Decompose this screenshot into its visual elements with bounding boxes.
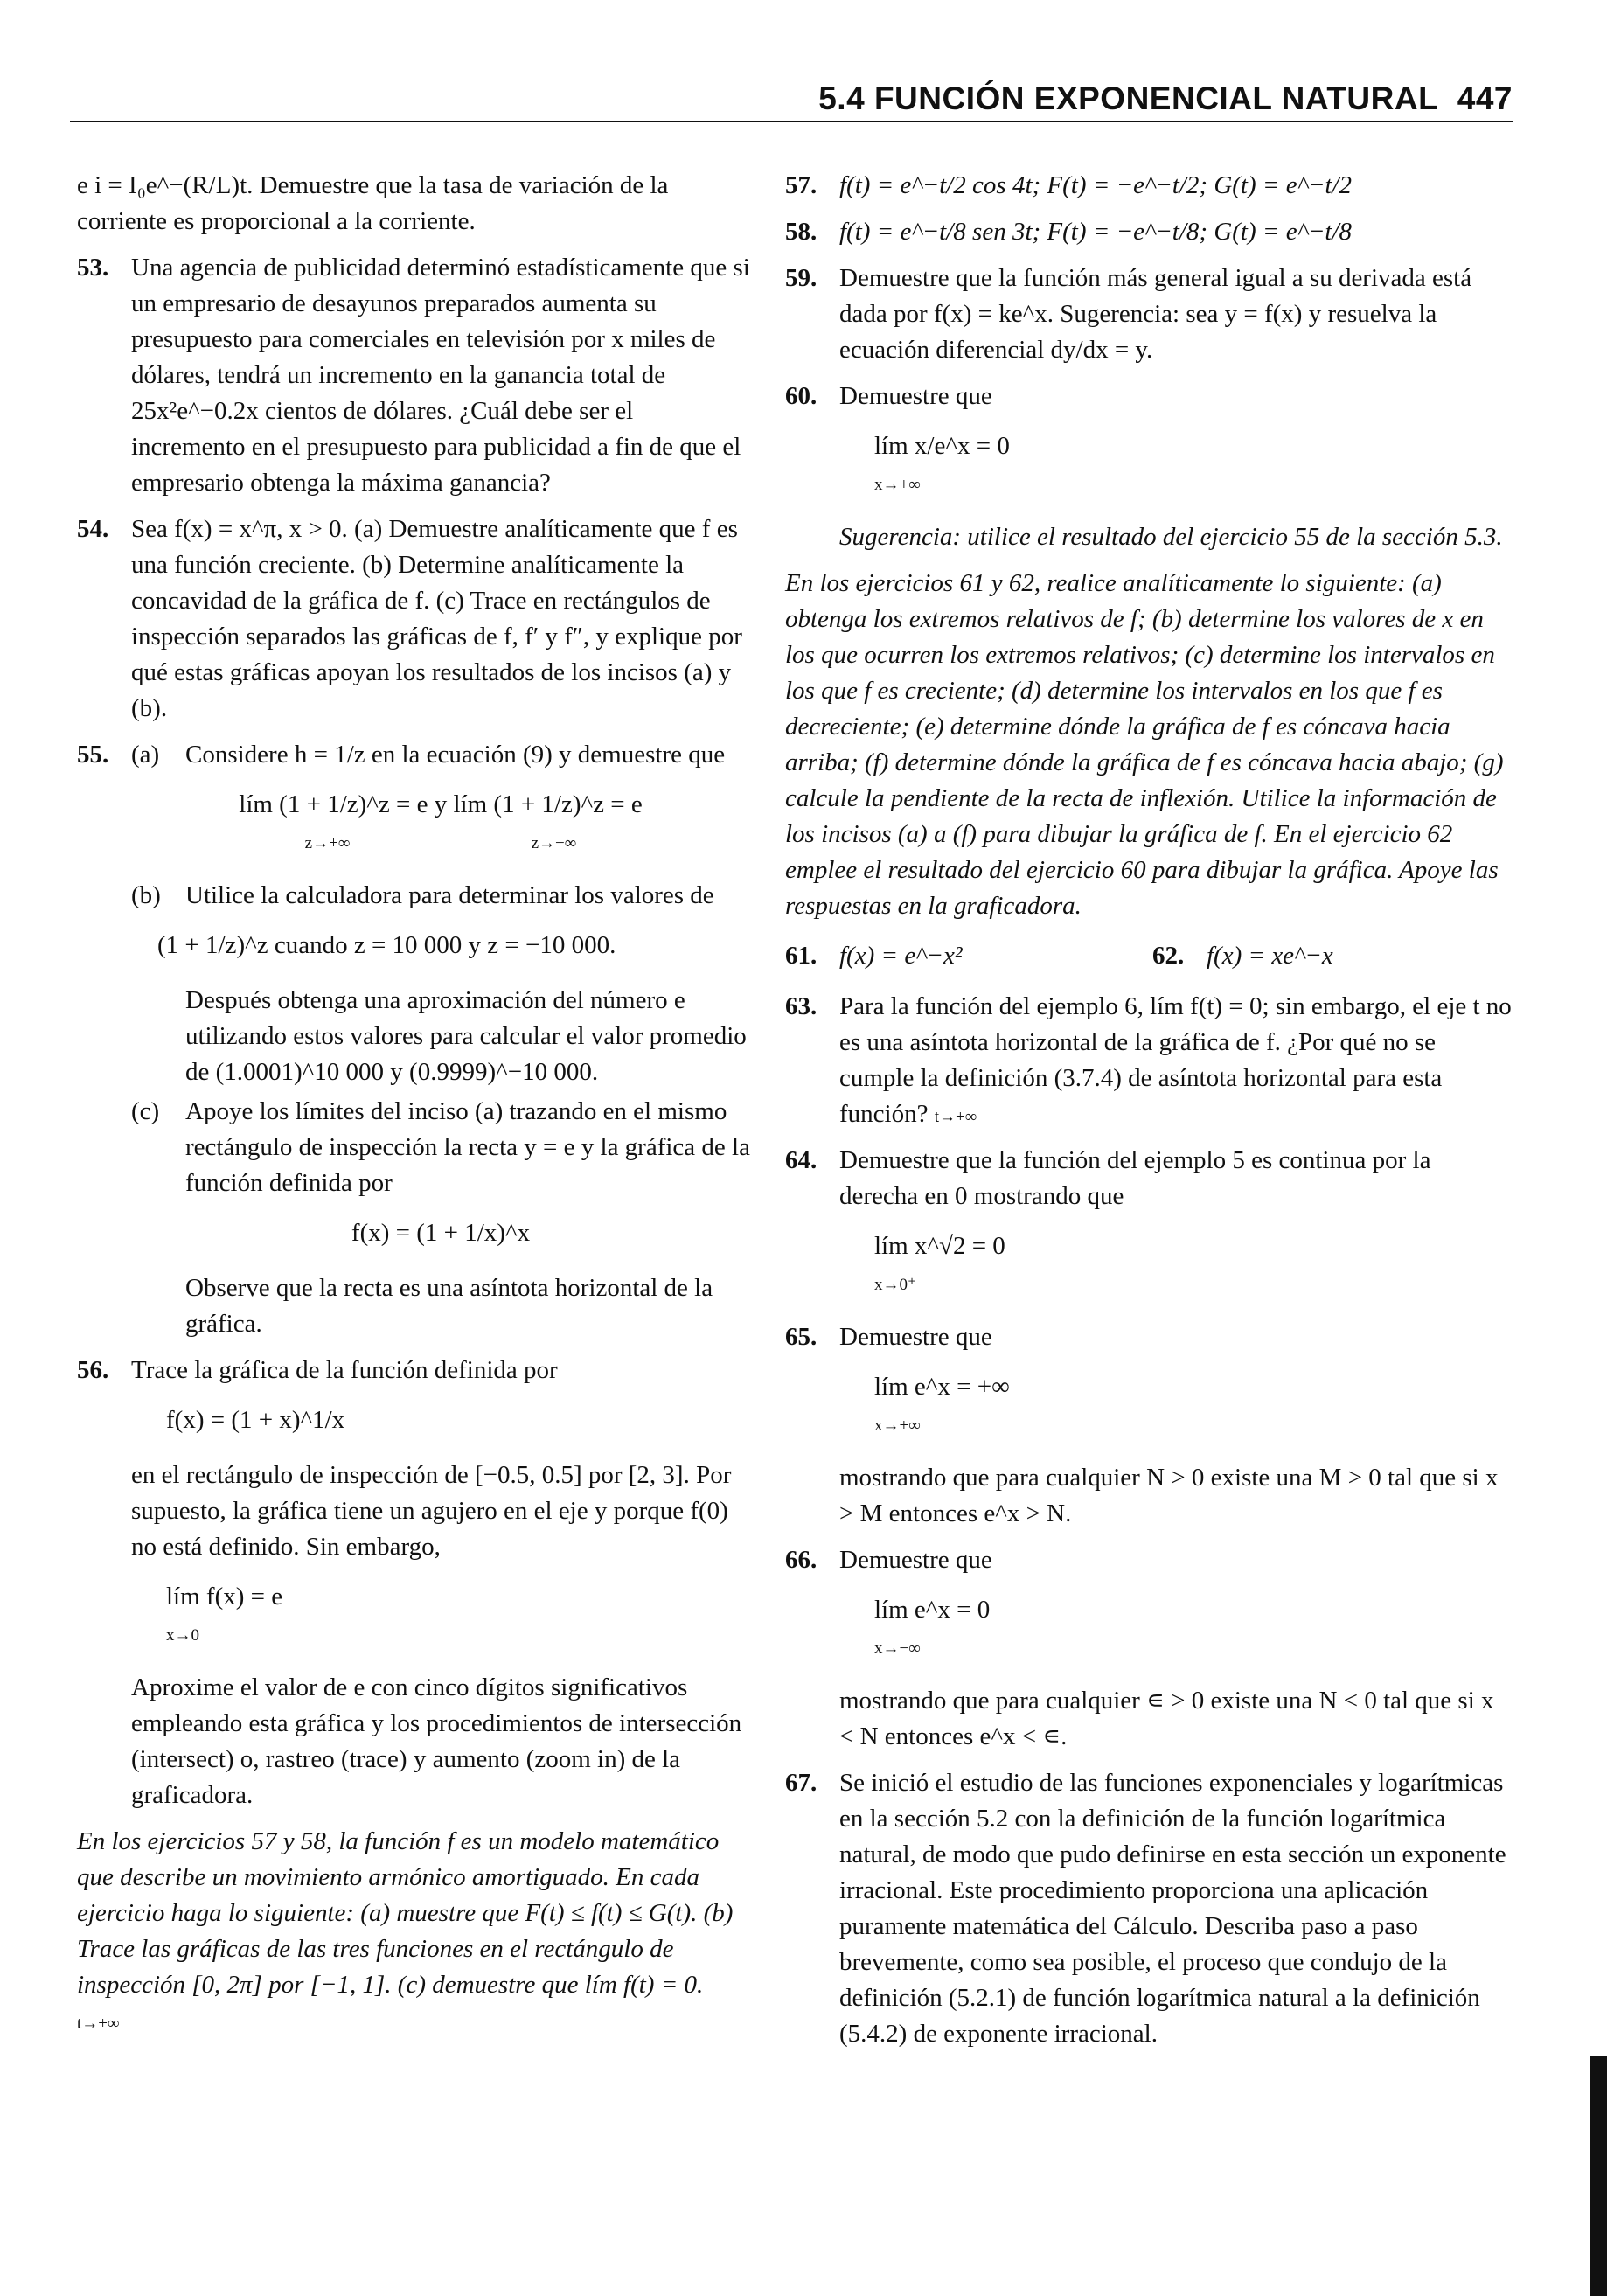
problem-text: f(t) = e^−t/8 sen 3t; F(t) = −e^−t/8; G(t) = e^−t/8 (839, 218, 1353, 246)
problem-text: Demuestre que (839, 1546, 992, 1574)
part-text: Apoye los límites del inciso (a) trazando en el mismo rectángulo de inspección la recta y = e y la gráfica de la función definida por (185, 1097, 750, 1197)
problem-text: f(t) = e^−t/2 cos 4t; F(t) = −e^−t/2; G(t) = e^−t/2 (839, 171, 1353, 199)
problem-text: Demuestre que la función del ejemplo 5 es continua por la derecha en 0 mostrando que (839, 1146, 1431, 1210)
running-header (70, 77, 1513, 122)
hint-text: Sugerencia: utilice el resultado del ejercicio 55 de la sección 5.3. (839, 523, 1503, 551)
equation-text: lím e^x = 0 (874, 1596, 991, 1624)
equation (839, 1228, 1513, 1300)
problem-59 (785, 261, 1513, 368)
left-column (77, 168, 750, 2053)
part-c (131, 1094, 750, 1201)
problem-60 (785, 379, 1513, 555)
problem-66 (785, 1542, 1513, 1755)
equation: f(x) = (1 + x)^1/x (166, 1406, 345, 1434)
problem-58 (785, 214, 1513, 250)
equation-text: lím (1 + 1/z)^z = e y lím (1 + 1/z)^z = e (239, 790, 643, 818)
limit-subscript: z→+∞ (304, 834, 351, 852)
problem-text: f(x) = e^−x² (839, 942, 963, 970)
problem-text: Trace la gráfica de la función definida por (131, 1356, 558, 1384)
equation-text: lím e^x = +∞ (874, 1373, 1010, 1401)
problem-52-continuation: e i = I₀e^−(R/L)t. Demuestre que la tasa de variación de la corriente es proporcional a la corriente. (77, 171, 669, 235)
problem-number: 59. (785, 264, 817, 292)
problem-number: 64. (785, 1146, 817, 1174)
intro-text: En los ejercicios 57 y 58, la función f es un modelo matemático que describe un movimiento armónico amortiguado. En cada ejercicio haga lo siguiente: (a) muestre que F(t) ≤ f(t) ≤ G(t). (b) Trace las gráficas de las tres funciones en el rectángulo de inspección [0, 2π] por [−1, 1]. (c) demuestre que lím f(t) = 0. (77, 1827, 734, 1999)
problem-number: 53. (77, 254, 109, 282)
equation-text: lím f(x) = e (166, 1583, 283, 1611)
equation-text: lím x^√2 = 0 (874, 1232, 1005, 1260)
part-text: Utilice la calculadora para determinar los valores de (185, 881, 714, 909)
problem-number: 61. (785, 942, 817, 970)
intro-exercises-61-62: En los ejercicios 61 y 62, realice analíticamente lo siguiente: (a) obtenga los extremos relativos de f; (b) determine los valores de x en los que ocurren los extremos relativos; (c) determine los intervalos en los que f es creciente; (d) determine los intervalos en los que f es decreciente; (e) determine dónde la gráfica de f es cóncava hacia arriba; (f) determine dónde la gráfica de f es cóncava hacia abajo; (g) calcule la pendiente de la recta de inflexión. Utilice la información de los incisos (a) a (f) para dibujar la gráfica de f. En el ejercicio 62 emplee el resultado del ejercicio 60 para dibujar la gráfica. Apoye las respuestas en la graficadora. (785, 569, 1504, 920)
part-text: Observe que la recta es una asíntota horizontal de la gráfica. (185, 1274, 713, 1338)
equation (839, 1369, 1513, 1441)
problem-65 (785, 1319, 1513, 1532)
equation: f(x) = (1 + 1/x)^x (351, 1219, 531, 1247)
problem-number: 66. (785, 1546, 817, 1574)
limit-subscript: z→−∞ (531, 834, 577, 852)
problem-number: 54. (77, 515, 109, 543)
problem-63 (785, 989, 1513, 1132)
problem-number: 67. (785, 1769, 817, 1797)
problem-number: 56. (77, 1356, 109, 1384)
header-title (818, 80, 1513, 116)
page-edge-mark (1590, 2056, 1607, 2296)
problem-text: Sea f(x) = x^π, x > 0. (a) Demuestre analíticamente que f es una función creciente. (b) Determine analíticamente la concavidad de la gráfica de f. (c) Trace en rectángulos de inspección separados las gráficas de f, f′ y f″, y explique por qué estas gráficas apoyan los resultados de los incisos (a) y (b). (131, 515, 742, 722)
equation (839, 1592, 1513, 1664)
problem-number: 58. (785, 218, 817, 246)
problem-number: 57. (785, 171, 817, 199)
problem-61 (785, 938, 963, 974)
part-b (131, 878, 750, 914)
equation (839, 428, 1513, 500)
limit-subscript: x→−∞ (874, 1639, 921, 1658)
part-label: (a) (131, 741, 160, 769)
problems-61-62 (785, 938, 1513, 978)
limit-subscript: t→+∞ (934, 1108, 977, 1126)
problem-text: Se inició el estudio de las funciones exponenciales y logarítmicas en la sección 5.2 con la definición de la función logarítmica natural, de modo que pudo definirse en esta sección un exponente irracional. Este procedimiento proporciona una aplicación puramente matemática del Cálculo. Describa paso a paso brevemente, como sea posible, el proceso que condujo de la definición (5.2.1) de función logarítmica natural a la definición (5.4.2) de exponente irracional. (839, 1769, 1506, 2048)
part-a (131, 737, 750, 773)
problem-64 (785, 1143, 1513, 1300)
part-text: Después obtenga una aproximación del número e utilizando estos valores para calcular el valor promedio de (1.0001)^10 000 y (0.9999)^−10 000. (185, 986, 747, 1086)
right-column (785, 168, 1513, 2063)
problem-text: en el rectángulo de inspección de [−0.5, 0.5] por [2, 3]. Por supuesto, la gráfica tiene un agujero en el eje y porque f(0) no está definido. Sin embargo, (131, 1461, 732, 1561)
problem-text: Para la función del ejemplo 6, lím f(t) = 0; sin embargo, el eje t no es una asíntota horizontal de la gráfica de f. ¿Por qué no se cumple la definición (3.7.4) de asíntota horizontal para esta función? (839, 992, 1512, 1128)
equation (131, 1579, 750, 1651)
limit-subscript: x→0⁺ (874, 1276, 917, 1294)
problem-text: Demuestre que (839, 1323, 992, 1351)
problem-55 (77, 737, 750, 1342)
equation: (1 + 1/z)^z cuando z = 10 000 y z = −10 000. (157, 931, 616, 959)
problem-text: Demuestre que (839, 382, 992, 410)
section-title: 5.4 FUNCIÓN EXPONENCIAL NATURAL (818, 80, 1439, 116)
part-label: (b) (131, 881, 161, 909)
problem-56 (77, 1353, 750, 1813)
part-c-continued (131, 1270, 750, 1342)
problem-text: mostrando que para cualquier N > 0 existe una M > 0 tal que si x > M entonces e^x > N. (839, 1464, 1499, 1527)
equation-text: lím x/e^x = 0 (874, 432, 1010, 460)
limit-subscript: t→+∞ (77, 2014, 120, 2033)
limit-subscript: x→+∞ (874, 1416, 921, 1435)
problem-number: 55. (77, 741, 109, 769)
problem-text: Aproxime el valor de e con cinco dígitos significativos empleando esta gráfica y los procedimientos de intersección (intersect) o, rastreo (trace) y aumento (zoom in) de la graficadora. (131, 1673, 742, 1809)
problem-67 (785, 1765, 1513, 2052)
problem-text: mostrando que para cualquier ∊ > 0 existe una N < 0 tal que si x < N entonces e^x < ∊. (839, 1687, 1494, 1750)
problem-text: Una agencia de publicidad determinó estadísticamente que si un empresario de desayunos preparados aumenta su presupuesto para comerciales en televisión por x miles de dólares, tendrá un incremento en la ganancia total de 25x²e^−0.2x cientos de dólares. ¿Cuál debe ser el incremento en el presupuesto para publicidad a fin de que el empresario obtenga la máxima ganancia? (131, 254, 750, 497)
limit-subscript: x→0 (166, 1626, 199, 1645)
part-b-continued (131, 983, 750, 1090)
problem-text: Demuestre que la función más general igual a su derivada está dada por f(x) = ke^x. Sugerencia: sea y = f(x) y resuelva la ecuación diferencial dy/dx = y. (839, 264, 1472, 364)
problem-number: 65. (785, 1323, 817, 1351)
limit-subscript: x→+∞ (874, 476, 921, 494)
problem-62 (1152, 938, 1333, 974)
problem-number: 62. (1152, 942, 1185, 970)
intro-exercises-57-58 (77, 1824, 750, 2039)
problem-54 (77, 511, 750, 727)
equation (131, 787, 750, 859)
problem-57 (785, 168, 1513, 204)
problem-53 (77, 250, 750, 501)
problem-text: f(x) = xe^−x (1207, 942, 1333, 970)
part-label: (c) (131, 1097, 160, 1125)
problem-number: 63. (785, 992, 817, 1020)
page-number: 447 (1457, 80, 1513, 116)
problem-number: 60. (785, 382, 817, 410)
part-text: Considere h = 1/z en la ecuación (9) y demuestre que (185, 741, 726, 769)
